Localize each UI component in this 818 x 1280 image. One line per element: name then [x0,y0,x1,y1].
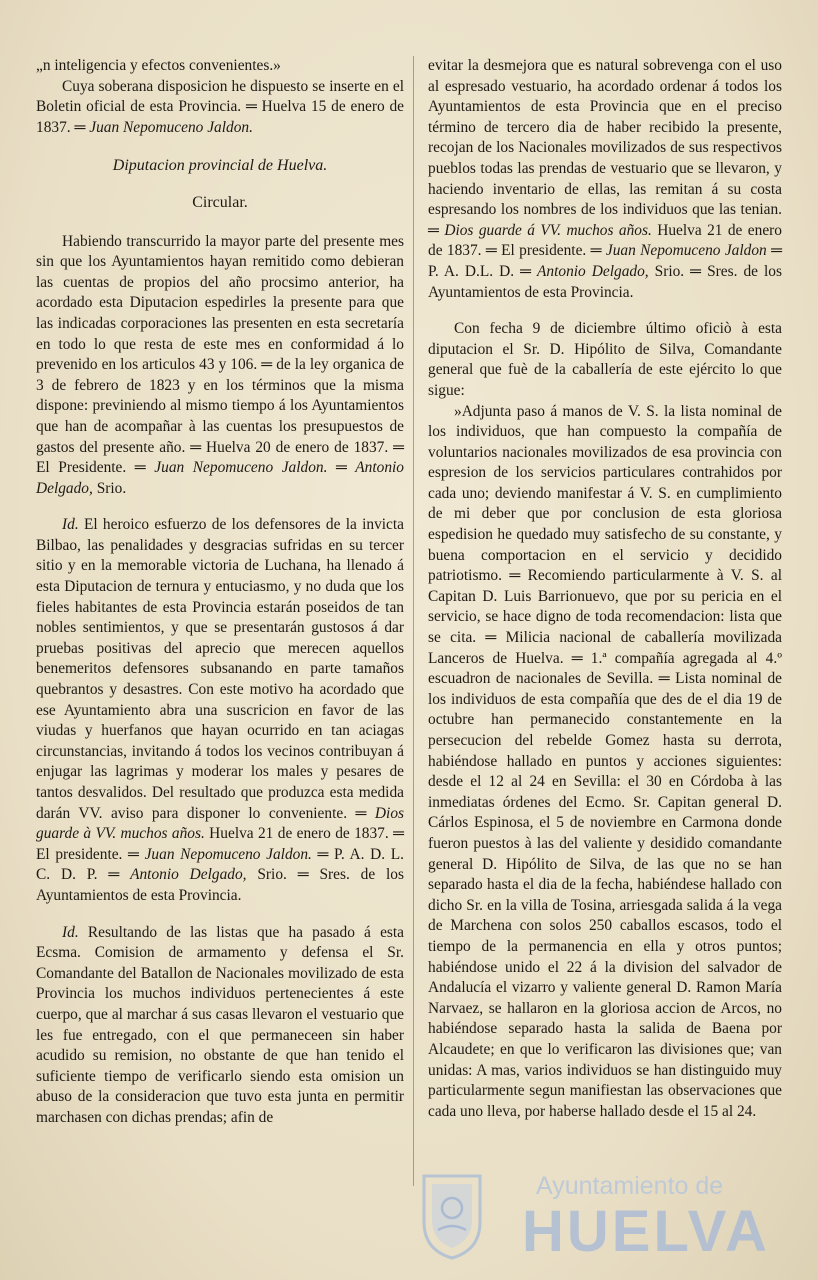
watermark-line-2: HUELVA [522,1199,770,1264]
left-paragraph-1: „n inteligencia y efectos convenientes.» [36,57,281,74]
left-p4-mid: Huelva 21 de enero de 1837. ═ El presidente. ═ [36,825,404,863]
right-column [428,56,782,1122]
left-p3-text: Habiendo transcurrido la mayor parte del presente mes sin que los Ayuntamientos hayan remitido como debieran las cuentas de propios del año procsimo anterior, ha acordado esta Diputacion espedirles la presente para que las indicadas corporaciones las presenten en esta secretaría en todo lo que resta de este mes en conformidad á lo prevenido en los articulos 43 y 106. ═ de la ley organica de 3 de febrero de 1823 y en los términos que la misma dispone: previniendo al mismo tiempo á los Ayuntamientos que han de acompañar à las cuentas los presupuestos de gastos del presente año. ═ Huelva 20 de enero de 1837. ═ El Presidente. ═ [36,232,404,477]
right-p1-end: Srio. ═ Sres. de los Ayuntamientos de esta Provincia. [428,262,782,301]
column-divider [413,56,414,1186]
watermark-line-1: Ayuntamiento de [536,1172,724,1200]
left-paragraph-2 [36,77,404,139]
left-p4-signature2: Antonio Delgado, [130,866,247,884]
left-paragraph-4 [36,515,404,906]
section-subheading: Circular. [192,193,248,211]
municipal-watermark [418,1168,798,1268]
left-paragraph-3 [36,232,404,500]
section-heading: Diputacion provincial de Huelva. [112,157,328,175]
right-paragraph-1 [428,56,782,303]
left-p4-signature: Juan Nepomuceno Jaldon. [144,845,312,863]
left-column [36,56,404,1129]
coat-of-arms-icon [418,1170,486,1260]
left-p4-end: Srio. ═ Sres. de los Ayuntamientos de esta Provincia. [36,866,404,904]
left-p4-label: Id. [62,516,79,534]
left-p2-text: Cuya soberana disposicion he dispuesto se inserte en el Boletin oficial de esta Provincia. ═ Huelva 15 de enero de 1837. ═ [36,77,404,136]
left-p5-text: Resultando de las listas que ha pasado á esta Ecsma. Comision de armamento y defensa el Sr. Comandante del Batallon de Nacionales movilizado de esta Provincia los muchos individuos pertenecientes á este cuerpo, que al marchar á sus casas llevaron el vestuario que les fue entregado, con el que permaneceen sin haber acudido su remision, no obstante de que han tenido el suficiente tiempo de verificarlo siendo esta omision un abuso de la consideracion que tuvo esta junta en permitir marchasen con dichas prendas; afin de [36,923,404,1126]
left-p3-end: Srio. [92,479,127,497]
left-p2-signature: Juan Nepomuceno Jaldon. [89,118,253,136]
left-p4-dios: Dios guarde à VV. muchos años. [36,804,404,843]
right-p1-signature: Juan Nepomuceno Jaldon [605,242,767,260]
left-paragraph-5 [36,923,404,1129]
right-p1-signature2: Antonio Delgado, [537,262,649,280]
left-p4-text: El heroico esfuerzo de los defensores de la invicta Bilbao, las penalidades y desgracias sufridas en su tercer sitio y en la memorable victoria de Luchana, ha llenado á esta Diputacion de ternura y entuciasmo, y no duda que los fieles habitantes de esta Provincia estarán poseidos de tan nobles sentimientos, y que se presentarán gustosos á dar pruebas positivas del aprecio que merecen aquellos benemeritos defensores subsanando en parte tamaños quebrantos y desastres. Con este motivo ha acordado que ese Ayuntamiento abra una suscricion en favor de las viudas y huerfanos que hayan ocurrido en tan aciagas circunstancias, invitando á todos los vecinos contribuyan á enjugar las lagrimas y moderar los males y pesares de tantos desvalidos. Del resultado que produzca esta medida darán VV. aviso para disponer lo conveniente. ═ [36,516,404,822]
right-p1-mid2: ═ P. A. D.L. D. ═ [428,242,782,280]
left-p5-label: Id. [62,923,79,941]
left-p4-mid2: ═ P. A. D. L. C. D. P. ═ [36,845,404,884]
right-p1-dios: Dios guarde á VV. muchos años. [444,221,652,239]
right-paragraph-2: Con fecha 9 de diciembre último oficiò à esta diputacion el Sr. D. Hipólito de Silva, Comandante general que fuè de la caballería de este ejército lo que sigue: [428,320,782,399]
left-p3-signature: Juan Nepomuceno Jaldon. ═ Antonio Delgado, [36,459,404,497]
right-p1-mid: Huelva 21 de enero de 1837. ═ El presidente. ═ [428,221,782,260]
right-p1-text: evitar la desmejora que es natural sobrevenga con el uso al espresado vestuario, ha acordado ordenar á todos los Ayuntamientos de esta Provincia que en el preciso término de tercero dia de haber recibido la presente, recojan de los Nacionales movilizados de sus respectivos pueblos todas las prendas de vestuario que se llevaron, y haciendo inventario de ellas, las remitan á su costa espresando los nombres de los individuos que las tenian. ═ [428,57,782,239]
right-paragraph-3: »Adjunta paso á manos de V. S. la lista nominal de los individuos, que han compuesto la compañía de voluntarios nacionales movilizados de esa provincia con espresion de los servicios particulares contrahidos por cada uno; deviendo manifestar á V. S. en cumplimiento de mi deber que por conclusion de esta gloriosa espedision he quedado muy satisfecho de su constante, y buena comportacion en el servicio y decidido patriotismo. ═ Recomiendo particularmente à V. S. al Capitan D. Luis Barrionuevo, que por su pericia en el servicio, se hace digno de toda recomendacion: lista que se cita. ═ Milicia nacional de caballería movilizada Lanceros de Huelva. ═ 1.ª compañía agregada al 4.º escuadron de nacionales de Sevilla. ═ Lista nominal de los individuos de esta compañía que des de el dia 19 de octubre han permanecido constantemente en la persecucion del rebelde Gomez hasta su derrota, habiéndose hallado en puntos y acciones siguientes: desde el 12 al 24 en Sevilla: el 30 en Córdoba à las inmediatas órdenes del Ecmo. Sr. Capitan general D. Cárlos Espinosa, el 5 de noviembre en Carmona donde fueron puestos à las del valiente y desidido comandante general D. Hipólito de Silva, de las que no se han separado hasta el dia de la fecha, habiéndese hallado con dicho Sr. en la villa de Tosina, arriesgada salida á la vega de Marchena con solos 250 caballos escasos, todo el tiempo de la permanencia en ella y otros puntos; habiéndose unido el 22 á la division del salvador de Andalucía el vizarro y valiente general D. Ramon María Narvaez, se hallaron en la gloriosa accion de Arcos, no habiéndose separado hasta la salida de Baena por Alcaudete; en que lo verificaron las divisiones que; van unidas: A mas, varios individuos se han distinguido muy particularmente segun manifiestan las observaciones que cada uno lleva, por haberse hallado desde el 15 al 24. [428,402,782,1120]
